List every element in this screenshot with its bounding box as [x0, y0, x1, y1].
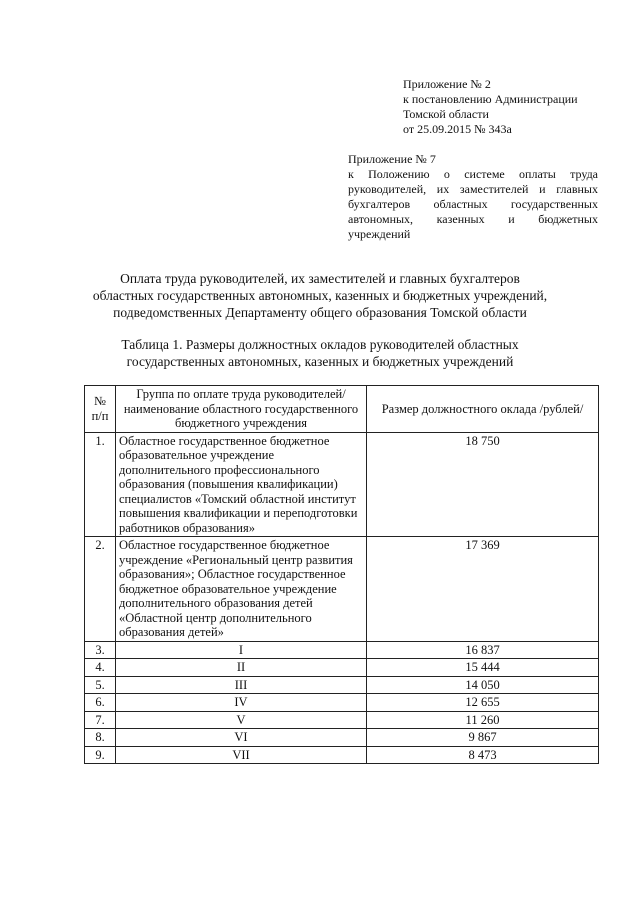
row-group: VII: [116, 746, 367, 764]
table-caption-line: государственных автономных, казенных и бюджетных учреждений: [126, 354, 514, 369]
appendix-2-line: Приложение № 2: [403, 77, 491, 91]
row-num: 6.: [85, 694, 116, 712]
header-salary: Размер должностного оклада /рублей/: [367, 386, 599, 433]
document-title: [60, 270, 580, 321]
row-salary: 8 473: [367, 746, 599, 764]
row-num: 2.: [85, 537, 116, 642]
appendix-7-text: к Положению о системе оплаты труда руководителей, их заместителей и главных бухгалтеров областных государственных автономных, казенных и бюджетных учреждений: [348, 167, 598, 241]
document-title-line: областных государственных автономных, казенных и бюджетных учреждений,: [92, 288, 548, 303]
document-title-line: Оплата труда руководителей, их заместителей и главных бухгалтеров: [120, 271, 520, 286]
header-num: № п/п: [85, 386, 116, 433]
table-caption-line: Таблица 1. Размеры должностных окладов руководителей областных: [121, 337, 519, 352]
row-salary: 9 867: [367, 729, 599, 747]
appendix-2-line: от 25.09.2015 № 343а: [403, 122, 512, 136]
row-num: 8.: [85, 729, 116, 747]
row-num: 4.: [85, 659, 116, 677]
row-group: III: [116, 676, 367, 694]
row-num: 1.: [85, 432, 116, 537]
row-salary: 17 369: [367, 537, 599, 642]
row-group: Областное государственное бюджетное учреждение «Региональный центр развития образования»; Областное государственное бюджетное образовательное учреждение дополнительного образования детей «Областной центр дополнительного образования детей»: [116, 537, 367, 642]
row-salary: 12 655: [367, 694, 599, 712]
table-row: [85, 729, 599, 747]
row-num: 5.: [85, 676, 116, 694]
row-group: VI: [116, 729, 367, 747]
table-header-row: [85, 386, 599, 433]
row-group: II: [116, 659, 367, 677]
row-num: 9.: [85, 746, 116, 764]
table-caption: [80, 336, 560, 370]
row-salary: 18 750: [367, 432, 599, 537]
table-row: [85, 694, 599, 712]
document-title-line: подведомственных Департаменту общего образования Томской области: [113, 305, 527, 320]
table-row: [85, 746, 599, 764]
salary-table: [84, 385, 599, 764]
row-salary: 16 837: [367, 641, 599, 659]
row-group: Областное государственное бюджетное образовательное учреждение дополнительного профессионального образования (повышения квалификации) специалистов «Томский областной институт повышения квалификации и переподготовки работников образования»: [116, 432, 367, 537]
row-group: V: [116, 711, 367, 729]
row-salary: 14 050: [367, 676, 599, 694]
appendix-2-header: [403, 77, 603, 137]
row-salary: 15 444: [367, 659, 599, 677]
appendix-2-line: к постановлению Администрации: [403, 92, 578, 106]
table-row: [85, 641, 599, 659]
table-row: [85, 659, 599, 677]
row-group: I: [116, 641, 367, 659]
appendix-7-header: [348, 152, 598, 242]
table-row: [85, 711, 599, 729]
row-salary: 11 260: [367, 711, 599, 729]
table-row: [85, 432, 599, 537]
header-group: Группа по оплате труда руководителей/наименование областного государственного бюджетного учреждения: [116, 386, 367, 433]
row-num: 7.: [85, 711, 116, 729]
appendix-7-title: Приложение № 7: [348, 152, 436, 166]
appendix-2-line: Томской области: [403, 107, 489, 121]
table-row: [85, 537, 599, 642]
row-group: IV: [116, 694, 367, 712]
row-num: 3.: [85, 641, 116, 659]
table-row: [85, 676, 599, 694]
